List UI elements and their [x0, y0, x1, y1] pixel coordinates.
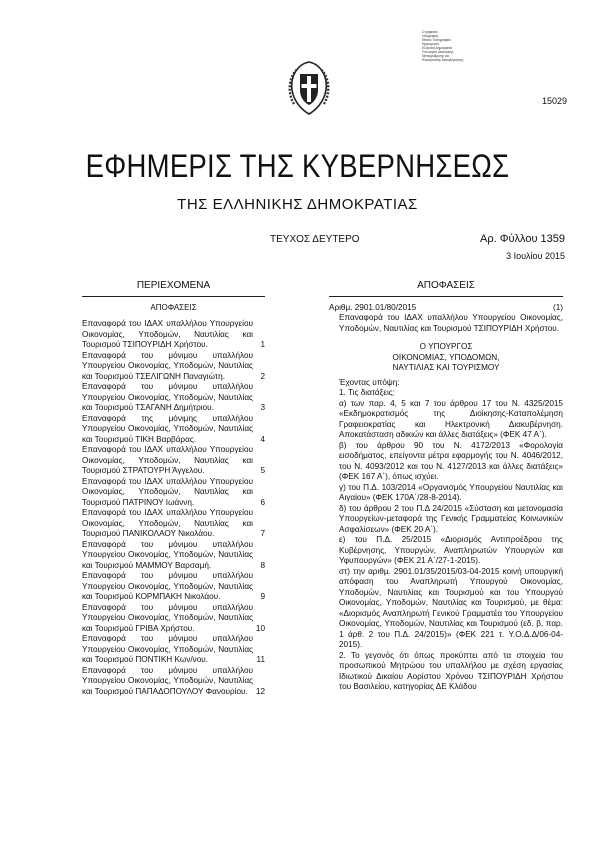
- toc-entry-text: Επαναφορά του ΙΔΑΧ υπαλλήλου Υπουργείου Οικονομίας, Υποδομών, Ναυτιλίας και Τουρισμού ΤΣΙΠΟΥΡΙΔΗ Χρήστου.: [82, 319, 253, 349]
- decisions-heading: ΑΠΟΦΑΣΕΙΣ: [329, 281, 563, 297]
- minister-title-line: ΝΑΥΤΙΛΙΑΣ ΚΑΙ ΤΟΥΡΙΣΜΟΥ: [392, 363, 500, 372]
- decision-subject: Επαναφορά του ΙΔΑΧ υπαλλήλου Υπουργείου Οικονομίας, Υποδομών, Ναυτιλίας και Τουρισμού ΤΣΙΠΟΥΡΙΔΗ Χρήστου.: [339, 313, 563, 333]
- toc-entry-text: Επαναφορά του ΙΔΑΧ υπαλλήλου Υπουργείου Οικονομίας, Υποδομών, Ναυτιλίας και Τουρισμού ΠΑΝΙΚΟΛΑΟΥ Νικολάου.: [82, 508, 253, 538]
- decision-paragraph: δ) του άρθρου 2 του Π.Δ 24/2015 «Σύσταση και μετονομασία Υπουργείων-μεταφορά της Γενικής Γραμματείας Κοινωνικών Ασφαλίσεων» (ΦΕΚ 20 Α΄).: [339, 503, 563, 534]
- stamp-line: Ο ψηφιακά: [422, 30, 438, 34]
- toc-entry-number: 6: [260, 497, 265, 507]
- stamp-line: Ηλεκτρονικής Διακυβέρνησης: [422, 58, 464, 62]
- toc-entry: [82, 477, 265, 509]
- greek-coat-of-arms-emblem: [284, 60, 334, 116]
- toc-entry-text: Επαναφορά του μόνιμου υπαλλήλου Υπουργείου Οικονομίας, Υποδομών, Ναυτιλίας και Τουρισμού ΤΣΑΓΑΝΗ Δημήτριου.: [82, 382, 253, 412]
- toc-entry-number: 10: [255, 623, 265, 633]
- decision-paragraph: Έχοντας υπόψη:: [339, 377, 400, 387]
- decisions-section: [329, 281, 563, 693]
- toc-entry: [82, 634, 265, 666]
- decision-reference: Αριθμ. 2901.01/80/2015: [329, 302, 417, 312]
- toc-entry: [82, 571, 265, 603]
- toc-entry: [82, 603, 265, 635]
- decision-reference-row: [329, 303, 563, 314]
- issue-date: 3 Ιουλίου 2015: [506, 251, 565, 261]
- toc-heading: ΠΕΡΙΕΧΟΜΕΝΑ: [82, 281, 265, 297]
- toc-entry-number: 11: [256, 655, 265, 664]
- toc-entry-number: 2: [260, 371, 265, 381]
- decision-paragraph: στ) την αριθμ. 2901.01/35/2015/03-04-2015 κοινή υπουργική απόφαση του Αναπληρωτή Υπουργού Οικονομίας, Υποδομών, Ναυτιλίας και Τουρισμού και του Υπουργού Οικονομίας, Υποδομών, Ναυτιλίας και Τουρισμού, με θέμα: «Διορισμός Αναπληρωτή Γενικού Γραμματέα του Υπουργείου Οικονομίας, Υποδομών, Ναυτιλίας και Τουρισμού (εδ. β, παρ. 1 άρθ. 2 του Π.Δ. 24/2015)» (ΦΕΚ 221 τ. Υ.Ο.Δ.Δ/06-04-2015).: [339, 566, 563, 649]
- stamp-line: Ελληνική Δημοκρατία: [422, 46, 453, 50]
- page-number: 15029: [541, 96, 567, 106]
- toc-entry: [82, 666, 265, 698]
- toc-entry-number: 7: [260, 529, 265, 538]
- toc-entry-text: Επαναφορά του μόνιμου υπαλλήλου Υπουργείου Οικονομίας, Υποδομών, Ναυτιλίας και Τουρισμού ΠΟΝΤΙΚΗ Κων/νου.: [82, 634, 253, 664]
- toc-entry: [82, 540, 265, 572]
- stamp-line: Μεταρρύθμισης και: [422, 54, 450, 58]
- toc-entry-number: 12: [255, 686, 265, 696]
- toc-entry-text: Επαναφορά του μόνιμου υπαλλήλου Υπουργείου Οικονομίας, Υποδομών, Ναυτιλίας και Τουρισμού ΠΑΠΑΔΟΠΟΥΛΟΥ Φανουρίου.: [82, 665, 253, 696]
- toc-entry-number: 4: [260, 434, 265, 444]
- decision-paragraph: α) των παρ. 4, 5 και 7 του άρθρου 17 του Ν. 4325/2015 «Εκδημοκρατισμός της Διοίκησης-Καταπολέμηση Γραφειοκρατίας και Ηλεκτρονική Διακυβέρνηση. Αποκατάσταση αδικιών και άλλες διατάξεις» (ΦΕΚ 47 Α΄).: [339, 398, 563, 439]
- toc-entry: [82, 445, 265, 477]
- toc-entry: [82, 382, 265, 414]
- digital-signature-stamp: [422, 30, 474, 62]
- decision-paragraph: β) του άρθρου 90 του Ν. 4172/2013 «Φορολογία εισοδήματος, επείγοντα μέτρα εφαρμογής του Ν. 4046/2012, του Ν. 4093/2012 και του Ν. 4127/2013 και άλλες διατάξεις» (ΦΕΚ 167 Α΄), όπως ισχύει.: [339, 440, 563, 481]
- toc-entry-text: Επαναφορά της μόνιμης υπαλλήλου Υπουργείου Οικονομίας, Υποδομών, Ναυτιλίας και Τουρισμού ΤΙΚΗ Βαρβάρας.: [82, 413, 253, 444]
- minister-title: [329, 342, 563, 374]
- toc-entry-number: 1: [260, 340, 265, 349]
- gazette-subtitle: ΤΗΣ ΕΛΛΗΝΙΚΗΣ ΔΗΜΟΚΡΑΤΙΑΣ: [177, 196, 418, 213]
- decision-paragraph: γ) του Π.Δ. 103/2014 «Οργανισμός Υπουργείου Ναυτιλίας και Αιγαίου» (ΦΕΚ 170Α΄/28-8-2014).: [339, 482, 563, 502]
- toc-entry-text: Επαναφορά του ΙΔΑΧ υπαλλήλου Υπουργείου Οικονομίας, Υποδομών, Ναυτιλίας και Τουρισμού ΣΤΡΑΤΟΥΡΗ Άγγελου.: [82, 445, 253, 475]
- toc-entry-text: Επαναφορά του ΙΔΑΧ υπαλλήλου Υπουργείου Οικονομίας, Υποδομών, Ναυτιλίας και Τουρισμού ΠΑΤΡΙΝΟΥ Ιωάννη.: [82, 476, 253, 507]
- minister-title-line: ΟΙΚΟΝΟΜΙΑΣ, ΥΠΟΔΟΜΩΝ,: [392, 352, 500, 362]
- sheet-number: Αρ. Φύλλου 1359: [480, 233, 565, 245]
- toc-entry: [82, 351, 265, 383]
- toc-entry-number: 9: [260, 592, 265, 601]
- toc-entry-number: 5: [260, 466, 265, 475]
- toc-entry-text: Επαναφορά του μόνιμου υπαλλήλου Υπουργείου Οικονομίας, Υποδομών, Ναυτιλίας και Τουρισμού ΚΟΡΜΠΑΚΗ Νικολάου.: [82, 571, 253, 601]
- stamp-line: Εθνικό Τυπογραφείο: [422, 38, 451, 42]
- toc-entry-text: Επαναφορά του μόνιμου υπαλλήλου Υπουργείου Οικονομίας, Υποδομών, Ναυτιλίας και Τουρισμού ΤΣΕΛΙΓΩΝΗ Παναγιώτη.: [82, 350, 253, 381]
- minister-title-line: Ο ΥΠΟΥΡΓΟΣ: [419, 342, 473, 351]
- toc-entry-text: Επαναφορά του μόνιμου υπαλλήλου Υπουργείου Οικονομίας, Υποδομών, Ναυτιλίας και Τουρισμού ΜΑΜΜΟΥ Βαρσαμή.: [82, 539, 253, 570]
- toc-entry: [82, 508, 265, 540]
- stamp-line: Υπουργείο Διοικητικής: [422, 50, 454, 54]
- toc-entry-number: 8: [260, 560, 265, 570]
- toc-entry: [82, 319, 265, 351]
- decision-paragraph: 1. Τις διατάξεις:: [339, 388, 396, 397]
- toc-subheading: ΑΠΟΦΑΣΕΙΣ: [150, 302, 197, 312]
- decision-paragraph: ε) του Π.Δ. 25/2015 «Διορισμός Αντιπροέδρου της Κυβέρνησης, Υπουργών, Αναπληρωτών Υπουργών και Υφυπουργών» (ΦΕΚ 21 Α΄/27-1-2015).: [339, 535, 563, 565]
- gazette-title: ΕΦΗΜΕΡΙΣ ΤΗΣ ΚΥΒΕΡΝΗΣΕΩΣ: [85, 148, 510, 184]
- table-of-contents: [82, 281, 265, 697]
- issue-label: ΤΕΥΧΟΣ ΔΕΥΤΕΡΟ: [270, 234, 360, 245]
- toc-entry-number: 3: [260, 403, 265, 412]
- stamp-line: υπογραφής: [422, 34, 439, 38]
- stamp-line: Ημερομηνία: [422, 42, 439, 46]
- toc-entry: [82, 414, 265, 446]
- toc-entry-text: Επαναφορά του μόνιμου υπαλλήλου Υπουργείου Οικονομίας, Υποδομών, Ναυτιλίας και Τουρισμού ΓΡΙΒΑ Χρήστου.: [82, 602, 253, 633]
- decision-paragraph: 2. Το γεγονός ότι όπως προκύπτει από τα στοιχεία του προσωπικού Μητρώου του υπαλλήλου με σχέση εργασίας Ιδιωτικού Δικαίου Αορίστου Χρόνου ΤΣΙΠΟΥΡΙΔΗ Χρήστου του Βασιλείου, κατηγορίας ΔΕ Κλάδου: [339, 650, 563, 691]
- decision-number: (1): [552, 302, 563, 312]
